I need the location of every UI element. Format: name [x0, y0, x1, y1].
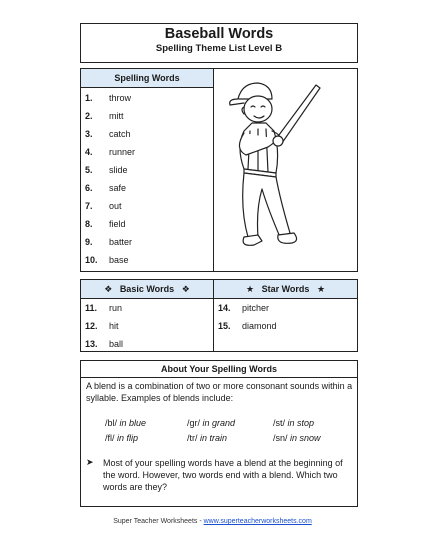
word-text: batter: [109, 237, 133, 247]
blend-sound: /fl/: [105, 433, 115, 443]
word-row: [81, 215, 213, 233]
word-number: 11.: [85, 303, 98, 313]
star-words-box: [214, 279, 358, 352]
blend-word: in stop: [287, 418, 315, 428]
word-text: pitcher: [242, 303, 270, 313]
word-row: [214, 299, 357, 317]
diamond-icon: ❖: [104, 284, 113, 294]
blend-example: [187, 418, 235, 428]
word-number: 5.: [85, 165, 93, 175]
word-row: [81, 197, 213, 215]
word-row: [81, 335, 213, 353]
blend-word: in flip: [117, 433, 139, 443]
word-number: 2.: [85, 111, 93, 121]
word-row: [81, 251, 213, 269]
basic-words-box: [80, 279, 214, 352]
blend-word: in snow: [290, 433, 321, 443]
blend-sound: /bl/: [105, 418, 118, 428]
about-header: About Your Spelling Words: [81, 361, 357, 378]
footer: [0, 518, 425, 525]
word-number: 1.: [85, 93, 93, 103]
word-text: field: [109, 219, 126, 229]
arrow-bullet-icon: ➤: [86, 457, 94, 467]
word-row: [81, 317, 213, 335]
blend-word: in train: [200, 433, 228, 443]
word-number: 3.: [85, 129, 93, 139]
word-text: diamond: [242, 321, 277, 331]
word-number: 6.: [85, 183, 93, 193]
word-number: 12.: [85, 321, 98, 331]
footer-link[interactable]: www.superteacherworksheets.com: [203, 518, 312, 525]
word-row: [81, 233, 213, 251]
footer-text: Super Teacher Worksheets -: [113, 518, 202, 525]
word-row: [81, 143, 213, 161]
about-note: Most of your spelling words have a blend at the beginning of the word. However, two words end with a blend. Which two words are they?: [103, 458, 343, 492]
word-row: [81, 299, 213, 317]
blend-example: [273, 418, 314, 428]
blend-example: [273, 433, 321, 443]
basic-words-header-label: Basic Words: [119, 284, 175, 294]
word-number: 14.: [218, 303, 231, 313]
blend-sound: /gr/: [187, 418, 201, 428]
blend-example: [187, 433, 227, 443]
word-number: 4.: [85, 147, 93, 157]
word-text: slide: [109, 165, 128, 175]
word-row: [81, 125, 213, 143]
word-number: 13.: [85, 339, 98, 349]
word-number: 9.: [85, 237, 93, 247]
word-text: safe: [109, 183, 127, 193]
word-text: hit: [109, 321, 119, 331]
blend-example: [105, 433, 138, 443]
star-words-header: [214, 280, 357, 299]
word-row: [214, 317, 357, 335]
word-text: catch: [109, 129, 131, 139]
blend-word: in blue: [119, 418, 147, 428]
page-title: Baseball Words: [164, 26, 274, 42]
word-number: 10.: [85, 255, 98, 265]
spelling-words-header: Spelling Words: [81, 69, 213, 88]
word-row: [81, 107, 213, 125]
illustration-box: [214, 68, 358, 272]
blend-sound: /st/: [273, 418, 286, 428]
word-text: out: [109, 201, 122, 211]
word-text: run: [109, 303, 123, 313]
blend-example: [105, 418, 146, 428]
word-text: runner: [109, 147, 136, 157]
star-icon: ★: [316, 284, 326, 294]
word-number: 15.: [218, 321, 231, 331]
word-text: throw: [109, 93, 132, 103]
blend-word: in grand: [202, 418, 236, 428]
baseball-batter-icon: [214, 69, 356, 271]
blend-sound: /sn/: [273, 433, 288, 443]
star-words-header-label: Star Words: [261, 284, 310, 294]
diamond-icon: ❖: [181, 284, 190, 294]
title-box: [80, 23, 358, 63]
word-text: ball: [109, 339, 124, 349]
about-intro: A blend is a combination of two or more consonant sounds within a syllable. Examples of blends include:: [86, 381, 353, 403]
star-icon: ★: [245, 284, 255, 294]
page-subtitle: Spelling Theme List Level B: [155, 43, 283, 54]
about-box: [80, 360, 358, 507]
word-number: 7.: [85, 201, 93, 211]
basic-words-header: [81, 280, 213, 299]
word-row: [81, 161, 213, 179]
word-text: base: [109, 255, 129, 265]
word-row: [81, 179, 213, 197]
spelling-words-box: [80, 68, 214, 272]
word-number: 8.: [85, 219, 93, 229]
word-text: mitt: [109, 111, 124, 121]
blend-sound: /tr/: [187, 433, 198, 443]
word-row: [81, 89, 213, 107]
